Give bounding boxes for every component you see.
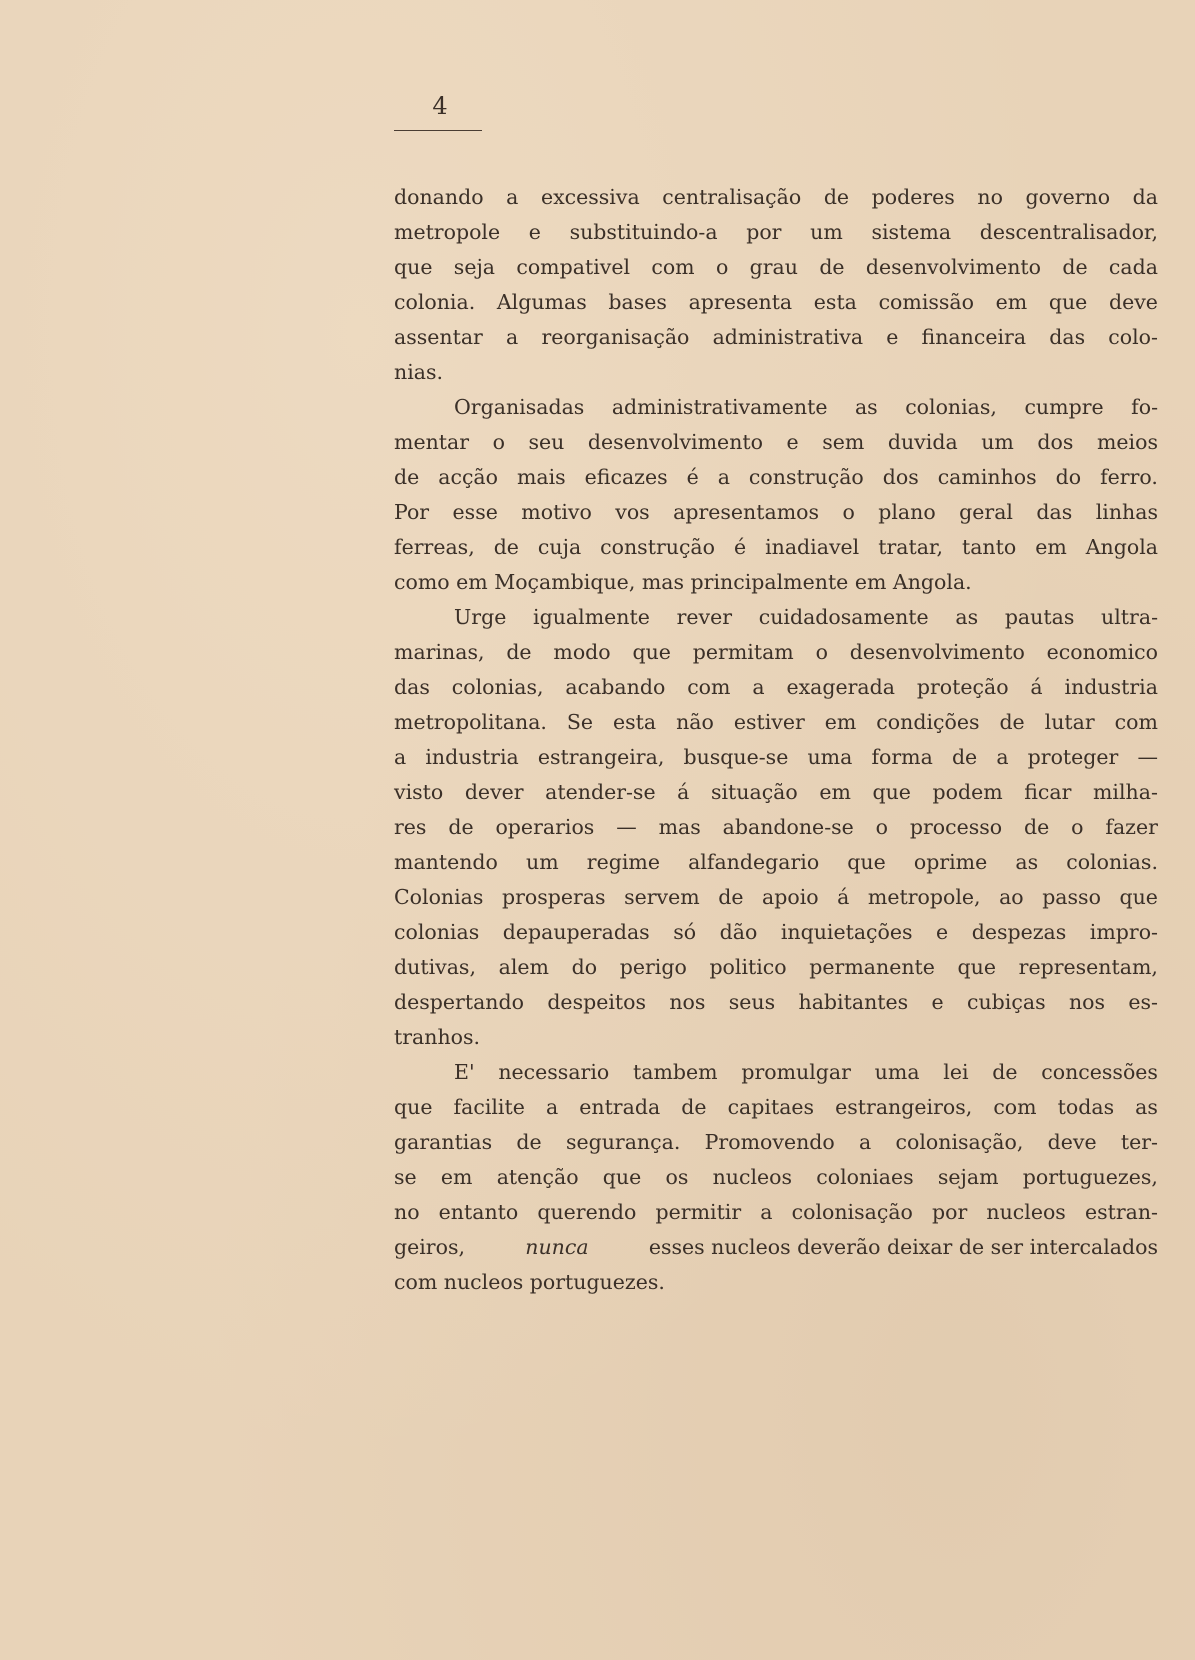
- word: reorganisação: [541, 325, 690, 349]
- text-line: [394, 495, 1158, 530]
- word: das: [394, 675, 430, 699]
- word: dão: [719, 920, 758, 944]
- word: do: [571, 955, 598, 979]
- word: e: [886, 325, 899, 349]
- word: a: [394, 745, 407, 769]
- word: despertando: [394, 990, 524, 1014]
- word: no: [394, 1200, 420, 1224]
- word: deve: [1108, 290, 1158, 314]
- word: as: [854, 395, 878, 419]
- word: duvida: [887, 430, 958, 454]
- word: poderes: [871, 185, 955, 209]
- word: visto: [394, 780, 444, 804]
- text-line: [394, 425, 1158, 460]
- word: o: [1071, 815, 1084, 839]
- word: é: [686, 465, 699, 489]
- word: esse: [452, 500, 498, 524]
- text-line: [394, 250, 1158, 285]
- word: colonias,: [451, 675, 544, 699]
- text-fragment: geiros,: [394, 1235, 465, 1259]
- word: regime: [586, 850, 660, 874]
- word: Promovendo: [704, 1130, 835, 1154]
- word: meios: [1096, 430, 1158, 454]
- word: situação: [710, 780, 798, 804]
- page-number: 4: [432, 92, 448, 120]
- word: colonisação: [791, 1200, 913, 1224]
- word: administrativamente: [611, 395, 828, 419]
- word: que: [602, 1165, 642, 1189]
- word: concessões: [1041, 1060, 1158, 1084]
- word: a: [760, 1200, 773, 1224]
- word: não: [676, 710, 714, 734]
- word: linhas: [1095, 500, 1158, 524]
- text-line: [394, 915, 1158, 950]
- word: o: [875, 815, 888, 839]
- text-line-with-emphasis: [394, 1230, 1158, 1265]
- word: mais: [516, 465, 566, 489]
- word: a: [717, 465, 730, 489]
- word: nucleos: [712, 1165, 793, 1189]
- text-line: como em Moçambique, mas principalmente em Angola.: [394, 570, 972, 594]
- word: dutivas,: [394, 955, 476, 979]
- text-line: [394, 1160, 1158, 1195]
- word: a: [506, 185, 519, 209]
- word: Por: [394, 500, 430, 524]
- word: no: [977, 185, 1003, 209]
- word: desenvolvimento: [849, 640, 1025, 664]
- word: construção: [600, 535, 715, 559]
- word: cuidadosamente: [758, 605, 929, 629]
- body-text: [394, 180, 1158, 1300]
- word: grau: [749, 255, 798, 279]
- text-line: [394, 1125, 1158, 1160]
- word: um: [526, 850, 559, 874]
- word: ao: [999, 885, 1024, 909]
- text-line: [394, 810, 1158, 845]
- text-line: [394, 285, 1158, 320]
- word: as: [955, 605, 979, 629]
- word: que: [957, 955, 997, 979]
- word: milha-: [1092, 780, 1158, 804]
- word: segurança.: [565, 1130, 681, 1154]
- word: com: [687, 675, 731, 699]
- word: metropole,: [867, 885, 981, 909]
- word: Colonias: [394, 885, 484, 909]
- word: do: [1055, 465, 1082, 489]
- word: res: [394, 815, 427, 839]
- word: metropolitana.: [394, 710, 547, 734]
- word: ferro.: [1100, 465, 1158, 489]
- word: e: [936, 920, 949, 944]
- word: a: [506, 325, 519, 349]
- word: se: [394, 1165, 417, 1189]
- word: ter-: [1120, 1130, 1158, 1154]
- word: permitir: [655, 1200, 742, 1224]
- word: estiver: [733, 710, 805, 734]
- word: permanente: [809, 955, 935, 979]
- word: Organisadas: [454, 395, 585, 419]
- word: e: [786, 430, 799, 454]
- text-line: [394, 215, 1158, 250]
- word: dos: [1037, 430, 1074, 454]
- word: só: [673, 920, 697, 944]
- word: administrativa: [712, 325, 864, 349]
- word: de: [394, 465, 420, 489]
- word: modo: [553, 640, 611, 664]
- word: acção: [438, 465, 498, 489]
- word: o: [815, 640, 828, 664]
- word: as: [1135, 1095, 1158, 1119]
- word: plano: [878, 500, 936, 524]
- word: perigo: [619, 955, 687, 979]
- word: E': [454, 1060, 475, 1084]
- word: depauperadas: [502, 920, 650, 944]
- word: fazer: [1105, 815, 1158, 839]
- word: em: [824, 710, 857, 734]
- word: es-: [1128, 990, 1158, 1014]
- word: a: [859, 1130, 872, 1154]
- word: despeitos: [547, 990, 646, 1014]
- word: tambem: [633, 1060, 718, 1084]
- word: assentar: [394, 325, 483, 349]
- word: forma: [871, 745, 933, 769]
- word: portuguezes,: [1022, 1165, 1158, 1189]
- word: representam,: [1018, 955, 1158, 979]
- word: industria: [425, 745, 519, 769]
- word: lei: [943, 1060, 969, 1084]
- word: sejam: [937, 1165, 999, 1189]
- word: motivo: [521, 500, 592, 524]
- word: pautas: [1004, 605, 1075, 629]
- word: Urge: [454, 605, 507, 629]
- word: tanto: [961, 535, 1017, 559]
- word: operarios: [495, 815, 595, 839]
- word: colonias,: [905, 395, 997, 419]
- text-line: [394, 320, 1158, 355]
- word: —: [616, 815, 637, 839]
- word: por: [746, 220, 782, 244]
- word: ficar: [1024, 780, 1072, 804]
- word: deve: [1047, 1130, 1097, 1154]
- word: estran-: [1084, 1200, 1158, 1224]
- word: estrangeira,: [537, 745, 665, 769]
- word: colonia.: [394, 290, 476, 314]
- word: que: [847, 850, 886, 874]
- word: nucleos: [986, 1200, 1066, 1224]
- word: a: [752, 675, 765, 699]
- text-line: [394, 775, 1158, 810]
- text-line: com nucleos portuguezes.: [394, 1270, 665, 1294]
- text-line: [394, 1195, 1158, 1230]
- word: atender-se: [545, 780, 656, 804]
- word: mas: [658, 815, 701, 839]
- word: colonias: [394, 920, 480, 944]
- word: que: [394, 1095, 433, 1119]
- word: excessiva: [540, 185, 640, 209]
- text-line: [394, 460, 1158, 495]
- word: que: [632, 640, 671, 664]
- word: de: [951, 745, 978, 769]
- word: exagerada: [786, 675, 895, 699]
- word: entrada: [579, 1095, 661, 1119]
- word: alfandegario: [688, 850, 820, 874]
- word: a: [996, 745, 1009, 769]
- word: inquietações: [780, 920, 913, 944]
- word: sistema: [871, 220, 952, 244]
- word: á: [837, 885, 850, 909]
- text-line: [394, 635, 1158, 670]
- word: colonias.: [1066, 850, 1158, 874]
- word: e: [528, 220, 541, 244]
- word: de: [1024, 815, 1050, 839]
- word: governo: [1025, 185, 1111, 209]
- word: mantendo: [394, 850, 498, 874]
- word: facilite: [453, 1095, 525, 1119]
- page-number-rule: [394, 130, 482, 131]
- word: dever: [464, 780, 524, 804]
- word: seus: [728, 990, 776, 1014]
- word: com: [993, 1095, 1037, 1119]
- word: proteção: [916, 675, 1009, 699]
- word: uma: [807, 745, 853, 769]
- word: mentar: [394, 430, 470, 454]
- word: as: [1015, 850, 1039, 874]
- word: á: [677, 780, 690, 804]
- word: que: [1048, 290, 1088, 314]
- word: colonisação,: [895, 1130, 1024, 1154]
- word: habitantes: [798, 990, 909, 1014]
- word: cubiças: [967, 990, 1046, 1014]
- word: promulgar: [741, 1060, 851, 1084]
- word: comissão: [878, 290, 974, 314]
- word: cada: [1108, 255, 1158, 279]
- word: abandone-se: [722, 815, 854, 839]
- word: processo: [909, 815, 1003, 839]
- word: bases: [608, 290, 667, 314]
- text-line: nias.: [394, 360, 444, 384]
- word: com: [651, 255, 695, 279]
- word: um: [981, 430, 1014, 454]
- word: que: [394, 255, 433, 279]
- text-line: [394, 1090, 1158, 1125]
- word: e: [931, 990, 944, 1014]
- text-line: tranhos.: [394, 1025, 481, 1049]
- word: uma: [874, 1060, 920, 1084]
- text-fragment: esses nucleos deverão deixar de ser intercalados: [648, 1235, 1158, 1259]
- word: donando: [394, 185, 484, 209]
- text-line: [394, 845, 1158, 880]
- word: coloniaes: [816, 1165, 914, 1189]
- word: vos: [615, 500, 650, 524]
- word: Angola: [1085, 535, 1158, 559]
- word: que: [872, 780, 911, 804]
- word: marinas,: [394, 640, 485, 664]
- word: de: [448, 815, 474, 839]
- word: a: [545, 1095, 559, 1119]
- word: ferreas,: [394, 535, 475, 559]
- word: de: [999, 710, 1025, 734]
- word: desenvolvimento: [865, 255, 1041, 279]
- word: tratar,: [878, 535, 943, 559]
- word: em: [440, 1165, 473, 1189]
- word: podem: [932, 780, 1003, 804]
- word: construção: [748, 465, 864, 489]
- word: em: [1035, 535, 1067, 559]
- word: apresenta: [688, 290, 793, 314]
- word: sem: [822, 430, 865, 454]
- word: necessario: [498, 1060, 610, 1084]
- word: atenção: [496, 1165, 579, 1189]
- word: seu: [528, 430, 565, 454]
- word: dos: [882, 465, 919, 489]
- paragraph-start-line: [394, 600, 1158, 635]
- text-line: [394, 950, 1158, 985]
- text-line: [394, 180, 1158, 215]
- text-line: [394, 530, 1158, 565]
- word: compativel: [516, 255, 631, 279]
- word: caminhos: [937, 465, 1037, 489]
- word: seja: [453, 255, 496, 279]
- word: metropole: [394, 220, 501, 244]
- word: em: [995, 290, 1028, 314]
- word: prosperas: [501, 885, 606, 909]
- word: impro-: [1089, 920, 1158, 944]
- word: economico: [1046, 640, 1158, 664]
- word: estrangeiros,: [835, 1095, 973, 1119]
- word: centralisação: [662, 185, 802, 209]
- paragraph-start-line: [394, 390, 1158, 425]
- word: nos: [1068, 990, 1106, 1014]
- word: querendo: [537, 1200, 637, 1224]
- word: o: [715, 255, 729, 279]
- word: esta: [613, 710, 657, 734]
- word: industria: [1064, 675, 1158, 699]
- text-line: [394, 880, 1158, 915]
- paragraph-start-line: [394, 1055, 1158, 1090]
- word: esta: [813, 290, 857, 314]
- word: oprime: [913, 850, 988, 874]
- word: despezas: [971, 920, 1067, 944]
- word: Algumas: [496, 290, 587, 314]
- word: capitaes: [727, 1095, 815, 1119]
- word: fo-: [1131, 395, 1158, 419]
- word: servem: [624, 885, 700, 909]
- word: que: [1119, 885, 1158, 909]
- word: á: [1030, 675, 1043, 699]
- word: é: [733, 535, 747, 559]
- word: eficazes: [584, 465, 668, 489]
- word: de: [681, 1095, 707, 1119]
- word: de: [823, 185, 850, 209]
- word: alem: [498, 955, 549, 979]
- word: em: [819, 780, 851, 804]
- word: apoio: [762, 885, 819, 909]
- word: o: [492, 430, 505, 454]
- word: de: [493, 535, 519, 559]
- word: garantias: [394, 1130, 493, 1154]
- word: passo: [1042, 885, 1101, 909]
- word: permitam: [692, 640, 794, 664]
- word: acabando: [565, 675, 666, 699]
- emphasized-word: nunca: [525, 1235, 589, 1259]
- word: cuja: [537, 535, 582, 559]
- word: cumpre: [1024, 395, 1104, 419]
- word: politico: [709, 955, 787, 979]
- word: das: [1036, 500, 1073, 524]
- word: colo-: [1108, 325, 1158, 349]
- word: entanto: [438, 1200, 519, 1224]
- word: um: [810, 220, 843, 244]
- word: nos: [669, 990, 706, 1014]
- word: os: [665, 1165, 689, 1189]
- word: substituindo-a: [569, 220, 718, 244]
- word: descentralisador,: [979, 220, 1158, 244]
- text-line: [394, 985, 1158, 1020]
- word: por: [932, 1200, 968, 1224]
- word: financeira: [921, 325, 1027, 349]
- word: —: [1137, 745, 1158, 769]
- word: de: [1062, 255, 1088, 279]
- word: de: [506, 640, 532, 664]
- word: proteger: [1027, 745, 1119, 769]
- word: apresentamos: [673, 500, 820, 524]
- word: desenvolvimento: [587, 430, 763, 454]
- word: geral: [959, 500, 1013, 524]
- word: rever: [676, 605, 733, 629]
- word: de: [819, 255, 845, 279]
- text-line: [394, 670, 1158, 705]
- word: igualmente: [533, 605, 650, 629]
- word: de: [992, 1060, 1018, 1084]
- word: todas: [1057, 1095, 1115, 1119]
- word: de: [516, 1130, 542, 1154]
- word: com: [1114, 710, 1158, 734]
- word: da: [1132, 185, 1158, 209]
- word: ultra-: [1101, 605, 1158, 629]
- word: de: [718, 885, 744, 909]
- word: inadiavel: [765, 535, 860, 559]
- word: das: [1049, 325, 1086, 349]
- text-line: [394, 740, 1158, 775]
- word: Se: [566, 710, 594, 734]
- word: lutar: [1044, 710, 1095, 734]
- word: busque-se: [683, 745, 789, 769]
- text-line: [394, 705, 1158, 740]
- word: o: [842, 500, 855, 524]
- word: condições: [876, 710, 980, 734]
